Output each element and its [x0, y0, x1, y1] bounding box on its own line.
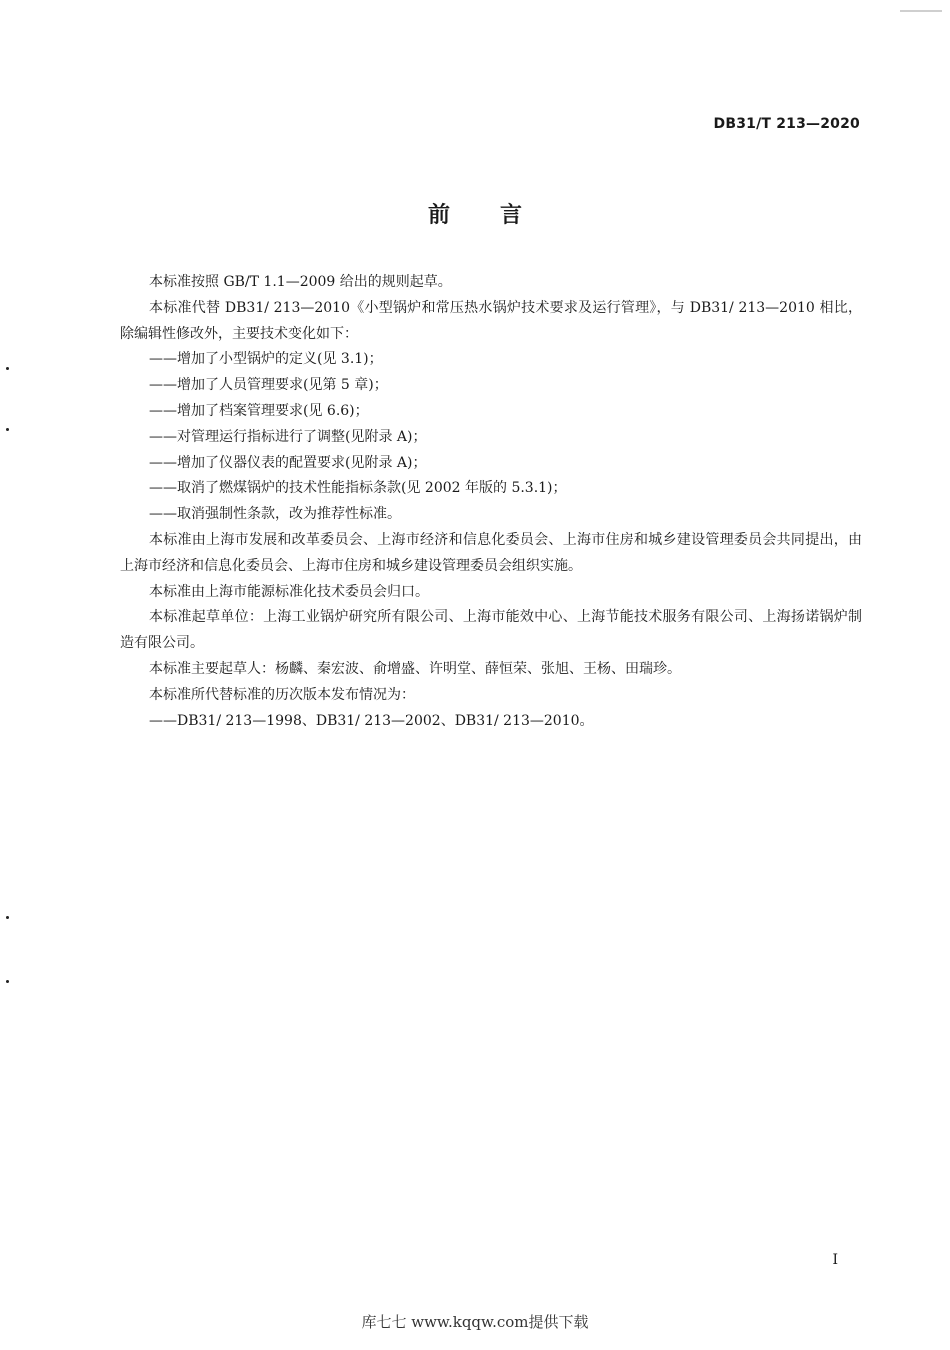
margin-dot	[6, 367, 9, 370]
download-watermark: 库七七 www.kqqw.com提供下载	[361, 1313, 589, 1331]
change-list-item: ——取消强制性条款，改为推荐性标准。	[149, 506, 401, 523]
change-list-item: ——对管理运行指标进行了调整(见附录 A)；	[149, 428, 427, 445]
margin-dot	[6, 980, 9, 983]
change-list-item: ——取消了燃煤锅炉的技术性能指标条款(见 2002 年版的 5.3.1)；	[149, 480, 567, 497]
corner-mark	[900, 0, 942, 12]
page-number: I	[832, 1252, 838, 1268]
page-title: 前言	[427, 203, 572, 228]
standard-code: DB31/T 213—2020	[713, 116, 860, 132]
foreword-paragraph: 本标准代替 DB31/ 213—2010《小型锅炉和常压热水锅炉技术要求及运行管理》，与 DB31/ 213—2010 相比，除编辑性修改外，主要技术变化如下：	[120, 299, 862, 342]
foreword-paragraph: 本标准所代替标准的历次版本发布情况为：	[149, 686, 415, 703]
foreword-paragraph: 本标准起草单位：上海工业锅炉研究所有限公司、上海市能效中心、上海节能技术服务有限公司、上海扬诺锅炉制造有限公司。	[120, 609, 862, 652]
foreword-paragraph: 本标准由上海市发展和改革委员会、上海市经济和信息化委员会、上海市住房和城乡建设管理委员会共同提出，由上海市经济和信息化委员会、上海市住房和城乡建设管理委员会组织实施。	[120, 531, 862, 574]
margin-dot	[6, 916, 9, 919]
change-list-item: ——增加了仪器仪表的配置要求(见附录 A)；	[149, 454, 427, 471]
margin-dot	[6, 428, 9, 431]
foreword-paragraph: 本标准主要起草人：杨麟、秦宏波、俞增盛、许明堂、薛恒荣、张旭、王杨、田瑞珍。	[149, 660, 681, 677]
foreword-paragraph: 本标准由上海市能源标准化技术委员会归口。	[149, 583, 429, 600]
change-list-item: ——增加了档案管理要求(见 6.6)；	[149, 402, 369, 419]
change-list-item: ——增加了人员管理要求(见第 5 章)；	[149, 377, 388, 394]
change-list-item: ——增加了小型锅炉的定义(见 3.1)；	[149, 351, 383, 368]
foreword-paragraph: 本标准按照 GB/T 1.1—2009 给出的规则起草。	[149, 274, 452, 290]
change-list-item: ——DB31/ 213—1998、DB31/ 213—2002、DB31/ 213—2010。	[149, 712, 594, 729]
foreword-body	[120, 270, 862, 734]
